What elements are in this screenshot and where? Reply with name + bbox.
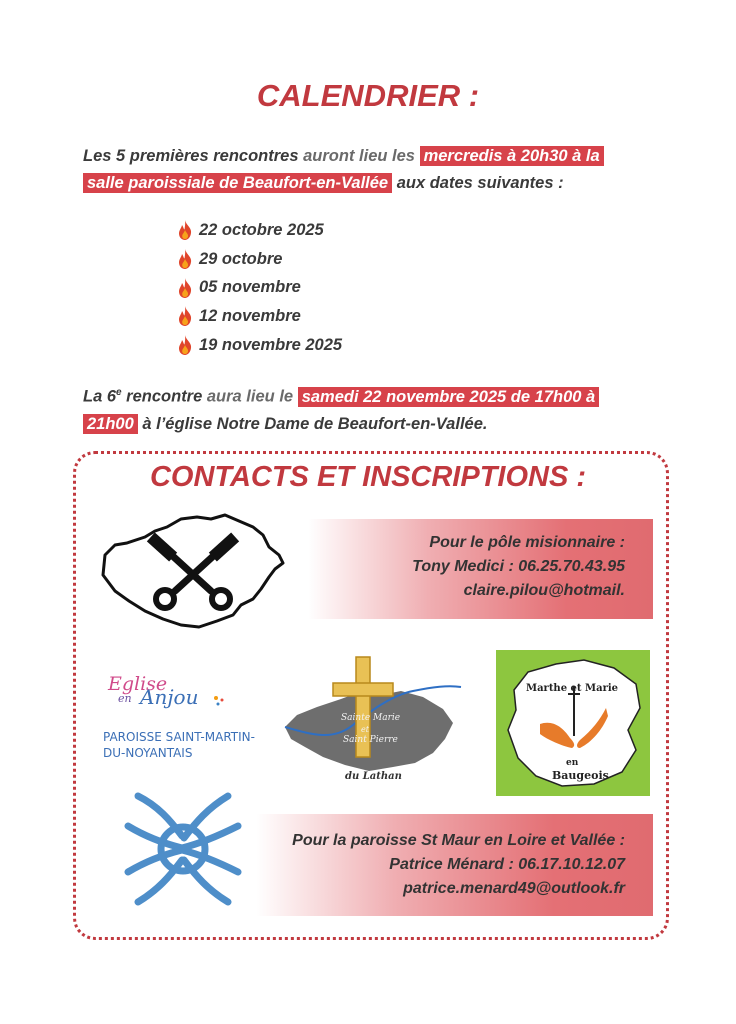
pole-contact-heading: Pour le pôle misionnaire :: [429, 534, 625, 551]
lathan-text-1: Sainte Marie: [341, 713, 401, 723]
sparkle-icon: [212, 694, 226, 708]
sixth-text-1: rencontre: [121, 387, 203, 406]
intro-text-3: aux dates suivantes :: [396, 174, 564, 192]
pole-contact-email[interactable]: claire.pilou@hotmail.: [463, 582, 625, 599]
flame-icon: [177, 278, 193, 298]
marthe-en: en: [566, 758, 579, 768]
contacts-title: CONTACTS ET INSCRIPTIONS :: [149, 461, 587, 493]
flame-icon: [177, 335, 193, 355]
paroisse-contact-panel: [256, 814, 653, 916]
paroisse-contact-email[interactable]: patrice.menard49@outlook.fr: [403, 880, 625, 897]
dates-list: [177, 216, 342, 359]
intro-text-1: Les 5 premières rencontres: [83, 147, 299, 165]
date-item: [177, 216, 342, 245]
calendar-title: CALENDRIER :: [256, 78, 480, 113]
paroisse-contact-heading: Pour la paroisse St Maur en Loire et Vallée :: [292, 832, 625, 849]
pole-contact-panel: [308, 519, 653, 619]
eglise-anjou-logo: [100, 670, 275, 770]
calendar-intro: [83, 143, 683, 197]
intro-highlight-2: salle paroissiale de Beaufort-en-Vallée: [83, 173, 392, 193]
lathan-text-2: et: [361, 725, 369, 734]
date-text: 12 novembre: [199, 306, 301, 325]
eglise-script-anjou: Anjou: [140, 685, 199, 709]
sixth-highlight-1: samedi 22 novembre 2025 de 17h00 à: [298, 387, 600, 407]
paroisse-name-line1: PAROISSE SAINT-MARTIN-: [103, 730, 255, 744]
date-item: [177, 331, 342, 360]
sixth-text-2: aura lieu le: [206, 387, 294, 406]
date-text: 19 novembre 2025: [199, 335, 343, 354]
marthe-marie-logo: [496, 650, 650, 796]
eglise-script-en: en: [118, 692, 132, 705]
flame-icon: [177, 306, 193, 326]
keys-map-logo: [93, 503, 288, 633]
date-item: [177, 245, 342, 274]
date-item: [177, 302, 342, 331]
sixth-prefix: La 6: [83, 387, 117, 406]
lathan-caption: du Lathan: [345, 771, 402, 782]
date-text: 29 octobre: [199, 249, 283, 268]
pole-contact-phone: Tony Medici : 06.25.70.43.95: [412, 558, 625, 575]
sixth-text-3: à l’église Notre Dame de Beaufort-en-Vallée.: [137, 414, 488, 433]
paroisse-contact-phone: Patrice Ménard : 06.17.10.12.07: [389, 856, 625, 873]
sixth-sup: e: [116, 387, 122, 398]
date-text: 22 octobre 2025: [199, 220, 324, 239]
intro-highlight-1: mercredis à 20h30 à la: [420, 146, 604, 166]
sixth-meeting: [83, 379, 683, 438]
paroisse-name-line2: DU-NOYANTAIS: [103, 746, 193, 760]
intro-text-2: auront lieu les: [303, 147, 415, 165]
lathan-logo: [283, 655, 463, 785]
sixth-highlight-2: 21h00: [83, 414, 138, 434]
eglise-script-text: Eglise: [108, 673, 168, 695]
date-text: 05 novembre: [199, 278, 301, 297]
flame-icon: [177, 249, 193, 269]
marthe-title: Marthe et Marie: [526, 683, 618, 694]
date-item: [177, 273, 342, 302]
blue-cross-logo: [118, 786, 248, 912]
lathan-text-3: Saint Pierre: [343, 735, 398, 745]
marthe-place: Baugeois: [552, 769, 609, 782]
flame-icon: [177, 220, 193, 240]
